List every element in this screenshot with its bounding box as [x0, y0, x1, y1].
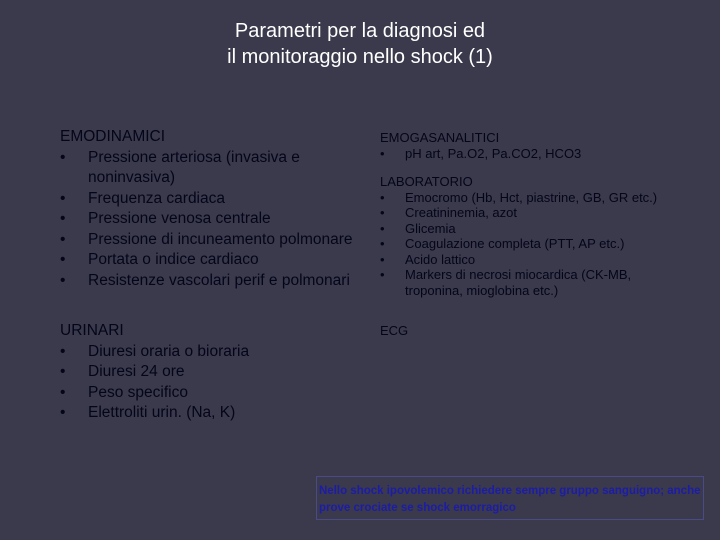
ecg-heading: ECG	[380, 323, 409, 338]
bullet-icon: •	[60, 271, 66, 289]
bullet-icon: •	[380, 267, 385, 282]
list-item	[60, 403, 360, 424]
list-item-text: Coagulazione completa (PTT, AP etc.)	[405, 236, 625, 251]
list-item-text: Pressione di incuneamento polmonare	[88, 230, 353, 248]
list-item	[380, 146, 680, 162]
bullet-icon: •	[380, 145, 385, 161]
slide-title-line-2: il monitoraggio nello shock (1)	[227, 46, 493, 68]
emodinamici-heading: EMODINAMICI	[60, 128, 166, 145]
bullet-icon: •	[60, 363, 66, 380]
list-item-text: Emocromo (Hb, Hct, piastrine, GB, GR etc.)	[405, 189, 658, 205]
list-item	[380, 221, 680, 237]
right-column	[380, 130, 680, 339]
emogasanalitici-heading: EMOGASANALITICI	[380, 130, 500, 145]
urinari-list	[60, 342, 360, 424]
list-item	[60, 230, 360, 251]
bullet-icon: •	[380, 220, 385, 236]
bullet-icon: •	[60, 230, 66, 248]
list-item	[60, 342, 360, 363]
list-item	[60, 189, 360, 210]
bullet-icon: •	[60, 148, 66, 166]
list-item-text: Pressione venosa centrale	[88, 210, 271, 227]
bullet-icon: •	[380, 205, 385, 220]
list-item	[380, 252, 680, 268]
list-item-text: Markers di necrosi miocardica (CK-MB, troponina, mioglobina etc.)	[405, 267, 632, 298]
bullet-icon: •	[60, 404, 66, 421]
list-item	[380, 190, 680, 206]
bullet-icon: •	[380, 236, 385, 251]
list-item-text: Acido lattico	[405, 251, 476, 267]
list-item	[380, 205, 680, 221]
list-item-text: Diuresi 24 ore	[88, 363, 185, 380]
list-item-text: Resistenze vascolari perif e polmonari	[88, 271, 350, 289]
list-item	[60, 362, 360, 383]
list-item-text: pH art, Pa.O2, Pa.CO2, HCO3	[405, 145, 582, 161]
list-item	[380, 267, 680, 298]
slide-title-line-1: Parametri per la diagnosi ed	[234, 20, 486, 42]
bullet-icon: •	[60, 342, 66, 360]
list-item	[60, 271, 360, 292]
list-item-text: Frequenza cardiaca	[88, 189, 225, 207]
bullet-icon: •	[60, 210, 66, 227]
list-item-text: Elettroliti urin. (Na, K)	[88, 404, 236, 421]
bullet-icon: •	[60, 189, 66, 207]
laboratorio-list	[380, 190, 680, 299]
list-item	[60, 383, 360, 404]
urinari-heading: URINARI	[60, 322, 124, 339]
left-column	[60, 127, 360, 424]
list-item	[380, 236, 680, 252]
list-item-text: Portata o indice cardiaco	[88, 251, 259, 268]
bullet-icon: •	[60, 383, 66, 401]
list-item-text: Glicemia	[405, 220, 456, 236]
shock-note-text: Nello shock ipovolemico richiedere sempre gruppo sanguigno; anche prove crociate se shock emorragico	[319, 485, 701, 514]
list-item	[60, 250, 360, 271]
list-item-text: Peso specifico	[88, 383, 188, 401]
emodinamici-list	[60, 148, 360, 292]
laboratorio-heading: LABORATORIO	[380, 174, 473, 189]
bullet-icon: •	[380, 189, 385, 205]
slide-title	[0, 18, 720, 70]
list-item-text: Pressione arteriosa (invasiva e noninvasiva)	[88, 148, 300, 186]
shock-note-box	[316, 476, 704, 520]
bullet-icon: •	[380, 251, 385, 267]
list-item-text: Diuresi oraria o bioraria	[88, 342, 250, 360]
list-item-text: Creatininemia, azot	[405, 205, 517, 220]
list-item	[60, 148, 360, 189]
bullet-icon: •	[60, 251, 66, 268]
emogasanalitici-list	[380, 146, 680, 162]
list-item	[60, 209, 360, 230]
